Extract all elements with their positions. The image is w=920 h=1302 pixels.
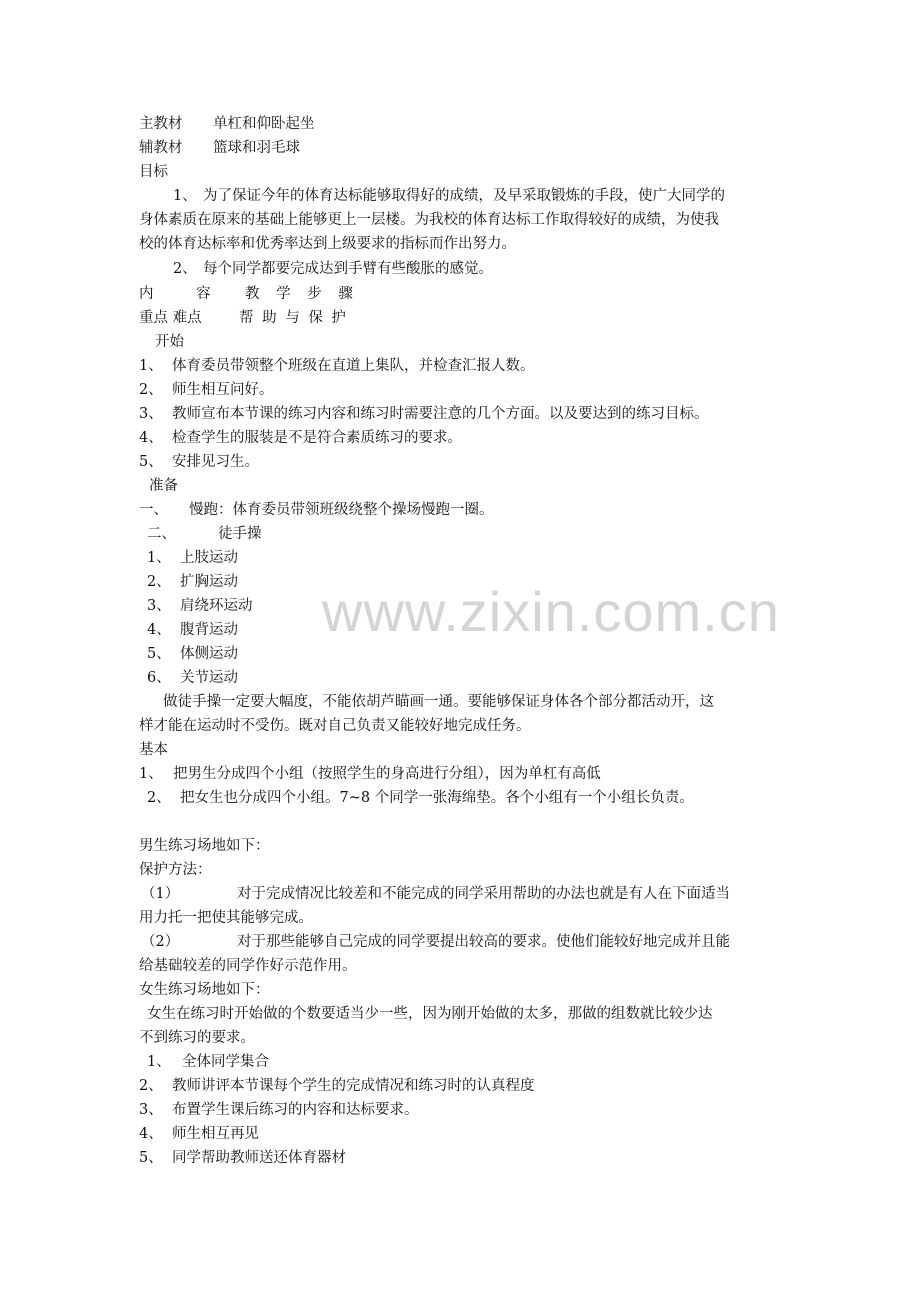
girls-note-line-1: 女生在练习时开始做的个数要适当少一些，因为刚开始做的太多，那做的组数就比较少达 [147, 1006, 713, 1022]
protection-2-line-2: 给基础较差的同学作好示范作用。 [139, 958, 357, 974]
header-help-protect: 帮 助 与 保 护 [239, 310, 348, 326]
end-item-number: 2、 [139, 1078, 163, 1094]
exercise-number: 2、 [147, 574, 171, 590]
start-item-text: 教师宣布本节课的练习内容和练习时需要注意的几个方面。以及要达到的练习目标。 [172, 406, 709, 422]
start-item-text: 安排见习生。 [172, 454, 259, 470]
protection-1-line-2: 用力托一把使其能够完成。 [139, 910, 313, 926]
section-start-title: 开始 [155, 334, 184, 350]
exercise-number: 6、 [147, 670, 171, 686]
end-item-text: 教师讲评本节课每个学生的完成情况和练习时的认真程度 [172, 1078, 535, 1094]
start-item-number: 3、 [139, 406, 163, 422]
aux-material-value: 篮球和羽毛球 [213, 140, 300, 156]
prep-note-line-2: 样才能在运动时不受伤。既对自己负责又能较好地完成任务。 [139, 718, 531, 734]
aux-material-label: 辅教材 [139, 140, 183, 156]
start-item-number: 1、 [139, 358, 163, 374]
goal-label: 目标 [139, 164, 168, 180]
start-item-text: 体育委员带领整个班级在直道上集队，并检查汇报人数。 [172, 358, 535, 374]
header-key-points: 重点 难点 [139, 310, 202, 326]
exercise-text: 上肢运动 [180, 550, 238, 566]
prep-step-1-text: 慢跑：体育委员带领班级绕整个操场慢跑一圈。 [189, 502, 494, 518]
main-material-label: 主教材 [139, 116, 183, 132]
end-item-text: 布置学生课后练习的内容和达标要求。 [172, 1102, 419, 1118]
prep-step-1-number: 一、 [139, 502, 168, 518]
start-item-text: 检查学生的服装是不是符合素质练习的要求。 [172, 430, 462, 446]
header-steps: 教 学 步 骤 [245, 286, 359, 302]
exercise-text: 扩胸运动 [180, 574, 238, 590]
start-item-number: 5、 [139, 454, 163, 470]
exercise-number: 4、 [147, 622, 171, 638]
header-content: 内 容 [139, 286, 225, 302]
protection-2-line-1: 对于那些能够自己完成的同学要提出较高的要求。使他们能较好地完成并且能 [237, 934, 730, 950]
protection-1-line-1: 对于完成情况比较差和不能完成的同学采用帮助的办法也就是有人在下面适当 [237, 886, 730, 902]
girls-field-label: 女生练习场地如下： [139, 982, 270, 998]
end-item-number: 1、 [147, 1054, 171, 1070]
goal-2-text: 每个同学都要完成达到手臂有些酸胀的感觉。 [203, 261, 493, 277]
basic-item-2-text: 把女生也分成四个小组。7~8 个同学一张海绵垫。各个小组有一个小组长负责。 [180, 790, 694, 806]
watermark: www.zixin.com.cn [322, 580, 780, 643]
protection-1-number: （1） [141, 886, 180, 902]
girls-note-line-2: 不到练习的要求。 [139, 1030, 255, 1046]
section-basic-title: 基本 [139, 742, 168, 758]
main-material-value: 单杠和仰卧起坐 [213, 116, 315, 132]
prep-step-2-text: 徒手操 [218, 526, 262, 542]
goal-1-number: 1、 [173, 188, 197, 204]
protection-2-number: （2） [141, 934, 180, 950]
section-prep-title: 准备 [149, 478, 178, 494]
goal-1-line-1: 为了保证今年的体育达标能够取得好的成绩，及早采取锻炼的手段，使广大同学的 [203, 188, 725, 204]
boys-field-label: 男生练习场地如下： [139, 838, 270, 854]
goal-1-line-2: 身体素质在原来的基础上能够更上一层楼。为我校的体育达标工作取得较好的成绩，为使我 [139, 212, 719, 228]
end-item-text: 同学帮助教师送还体育器材 [172, 1150, 346, 1166]
exercise-number: 1、 [147, 550, 171, 566]
start-item-number: 4、 [139, 430, 163, 446]
protection-method-label: 保护方法： [139, 862, 212, 878]
end-item-text: 师生相互再见 [172, 1126, 259, 1142]
prep-step-2-number: 二、 [147, 526, 176, 542]
goal-1-line-3: 校的体育达标率和优秀率达到上级要求的指标而作出努力。 [139, 236, 516, 252]
start-item-text: 师生相互问好。 [172, 382, 274, 398]
exercise-text: 体侧运动 [180, 646, 238, 662]
end-item-text: 全体同学集合 [182, 1054, 269, 1070]
end-item-number: 5、 [139, 1150, 163, 1166]
basic-item-1-number: 1、 [139, 766, 163, 782]
exercise-number: 5、 [147, 646, 171, 662]
end-item-number: 3、 [139, 1102, 163, 1118]
basic-item-1-text: 把男生分成四个小组（按照学生的身高进行分组），因为单杠有高低 [173, 766, 601, 782]
start-item-number: 2、 [139, 382, 163, 398]
exercise-number: 3、 [147, 598, 171, 614]
basic-item-2-number: 2、 [147, 790, 171, 806]
end-item-number: 4、 [139, 1126, 163, 1142]
exercise-text: 腹背运动 [180, 622, 238, 638]
exercise-text: 关节运动 [180, 670, 238, 686]
goal-2-number: 2、 [173, 261, 197, 277]
exercise-text: 肩绕环运动 [180, 598, 253, 614]
prep-note-line-1: 做徒手操一定要大幅度，不能依胡芦瞄画一通。要能够保证身体各个部分都活动开，这 [163, 694, 714, 710]
